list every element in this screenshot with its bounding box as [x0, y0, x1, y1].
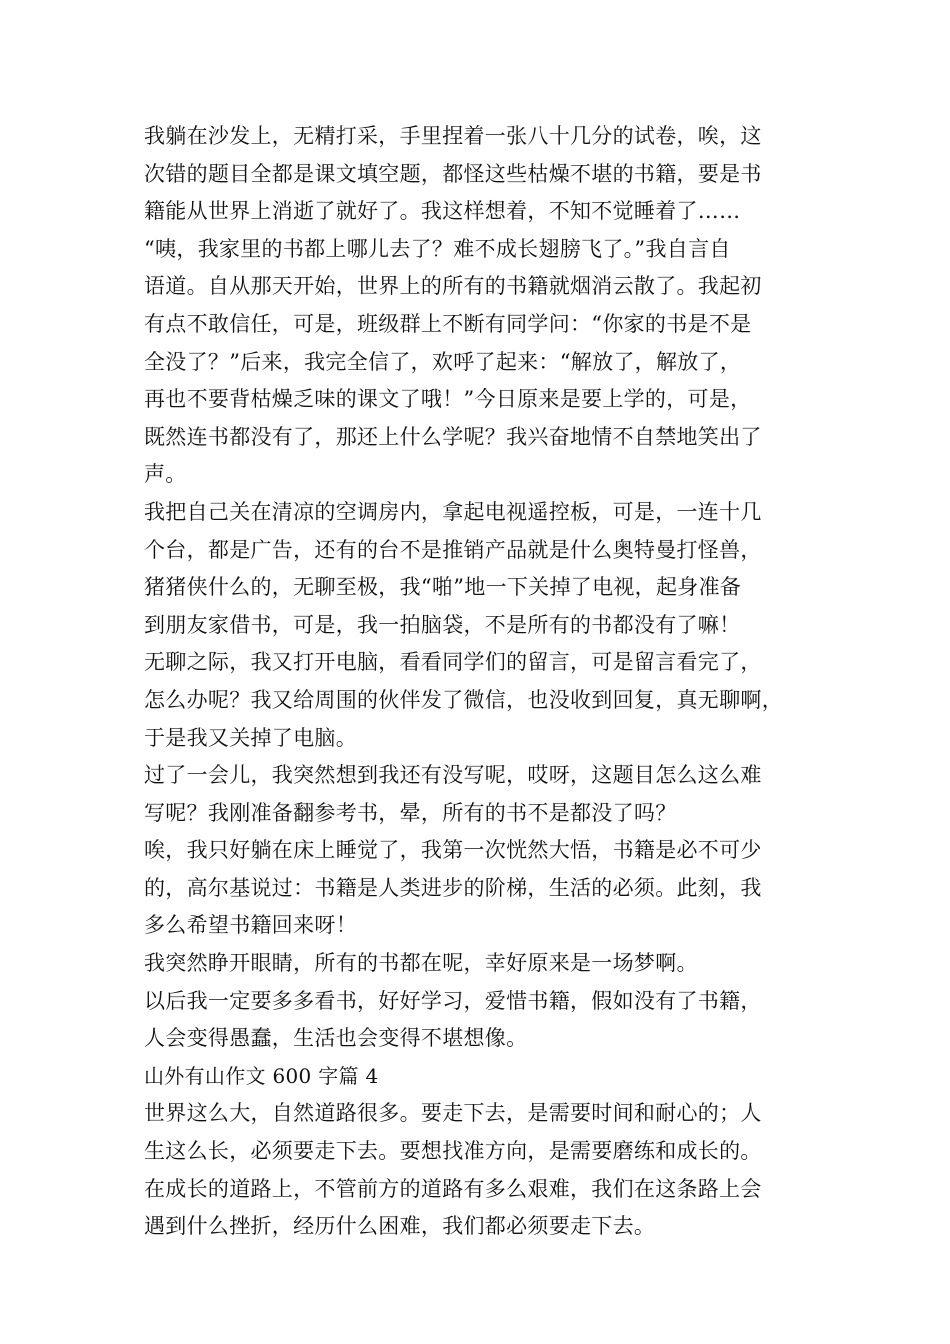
text-line: 既然连书都没有了，那还上什么学呢？我兴奋地情不自禁地笑出了 [144, 424, 762, 449]
section-heading: 山外有山作文 600 字篇 4 [144, 1063, 379, 1088]
text-line: 语道。自从那天开始，世界上的所有的书籍就烟消云散了。我起初 [144, 274, 762, 299]
text-line: 全没了？”后来，我完全信了，欢呼了起来：“解放了，解放了， [144, 349, 742, 374]
text-line: 我躺在沙发上，无精打采，手里捏着一张八十几分的试卷，唉，这 [144, 124, 762, 148]
document-body [144, 118, 824, 1246]
text-line: “咦，我家里的书都上哪儿去了？难不成长翅膀飞了。”我自言自 [144, 236, 731, 261]
text-line: 过了一会儿，我突然想到我还有没写呢，哎呀，这题目怎么这么难 [144, 763, 762, 788]
text-line: 世界这么大，自然道路很多。要走下去，是需要时间和耐心的；人 [144, 1101, 762, 1126]
text-line: 写呢？我刚准备翻参考书，晕，所有的书不是都没了吗？ [144, 800, 677, 825]
text-line: 在成长的道路上，不管前方的道路有多么艰难，我们在这条路上会 [144, 1176, 762, 1201]
text-line: 我突然睁开眼睛，所有的书都在呢，幸好原来是一场梦啊。 [144, 951, 698, 976]
text-line: 生这么长，必须要走下去。要想找准方向，是需要磨练和成长的。 [144, 1139, 762, 1164]
text-line: 有点不敢信任，可是，班级群上不断有同学问：“你家的书是不是 [144, 311, 752, 336]
text-line: 的，高尔基说过：书籍是人类进步的阶梯，生活的必须。此刻，我 [144, 875, 762, 900]
text-line: 再也不要背枯燥乏味的课文了哦！”今日原来是要上学的，可是， [144, 387, 752, 412]
text-line: 于是我又关掉了电脑。 [144, 725, 357, 750]
text-line: 以后我一定要多多看书，好好学习，爱惜书籍，假如没有了书籍， [144, 988, 762, 1013]
text-line: 籍能从世界上消逝了就好了。我这样想着，不知不觉睡着了…… [144, 199, 741, 224]
text-line: 唉，我只好躺在床上睡觉了，我第一次恍然大悟，书籍是必不可少 [144, 838, 762, 863]
text-line: 我把自己关在清凉的空调房内，拿起电视遥控板，可是，一连十几 [144, 499, 762, 524]
text-line: 猪猪侠什么的，无聊至极，我“啪”地一下关掉了电视，起身准备 [144, 575, 742, 600]
text-line: 到朋友家借书，可是，我一拍脑袋，不是所有的书都没有了嘛！ [144, 612, 741, 637]
text-line: 遇到什么挫折，经历什么困难，我们都必须要走下去。 [144, 1214, 656, 1239]
text-line: 怎么办呢？我又给周围的伙伴发了微信，也没收到回复，真无聊啊， [144, 687, 783, 712]
text-line: 声。 [144, 462, 187, 487]
text-line: 个台，都是广告，还有的台不是推销产品就是什么奥特曼打怪兽， [144, 537, 762, 562]
text-line: 多么希望书籍回来呀！ [144, 913, 357, 938]
text-line: 人会变得愚蠢，生活也会变得不堪想像。 [144, 1026, 528, 1051]
text-line: 无聊之际，我又打开电脑，看看同学们的留言，可是留言看完了， [144, 650, 762, 675]
text-line: 次错的题目全都是课文填空题，都怪这些枯燥不堪的书籍，要是书 [144, 161, 762, 186]
